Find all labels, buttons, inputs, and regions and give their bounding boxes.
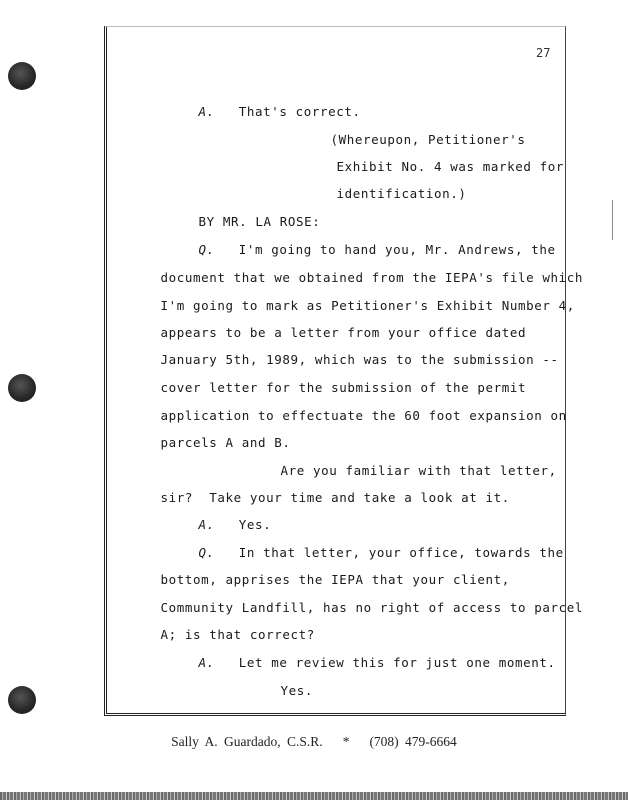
binder-hole-top [8,62,36,90]
line-text: Let me review this for just one moment. [238,655,556,670]
reporter-name: Sally A. Guardado, C.S.R. [171,734,323,749]
line-text: cover letter for the submission of the permit [160,380,527,395]
speaker-label: Q. [198,242,215,257]
transcript-line [248,667,313,715]
line-text: (Whereupon, Petitioner's [330,132,526,147]
speaker-label: A. [198,104,215,119]
reporter-phone: (708) 479-6664 [369,734,457,749]
line-text: sir? Take your time and take a look at it. [160,490,510,505]
page-number: 27 [536,46,551,60]
line-text: January 5th, 1989, which was to the submission -- [160,352,559,367]
binder-hole-bottom [8,686,36,714]
line-text: document that we obtained from the IEPA's file which [160,270,584,285]
line-text: Yes. [280,683,314,698]
scan-edge [0,792,628,800]
line-text: Yes. [238,517,272,532]
binder-hole-middle [8,374,36,402]
speaker-label: A. [198,655,215,670]
line-text: Are you familiar with that letter, [280,463,557,478]
line-text: application to effectuate the 60 foot expansion on [160,408,567,423]
line-text: Exhibit No. 4 was marked for [336,159,565,174]
line-text: parcels A and B. [160,435,291,450]
line-text: identification.) [336,186,467,201]
footer-separator: * [342,734,350,749]
line-text: BY MR. LA ROSE: [198,214,321,229]
line-text: That's correct. [238,104,361,119]
line-text: appears to be a letter from your office dated [160,325,527,340]
line-text: Community Landfill, has no right of access to parcel [160,600,584,615]
speaker-label: Q. [198,545,215,560]
line-text: I'm going to mark as Petitioner's Exhibit Number 4, [160,298,575,313]
edge-mark [612,200,613,240]
line-text: I'm going to hand you, Mr. Andrews, the [238,242,556,257]
line-text: A; is that correct? [160,627,315,642]
reporter-footer [0,734,628,750]
line-text: bottom, apprises the IEPA that your client, [160,572,510,587]
speaker-label: A. [198,517,215,532]
line-text: In that letter, your office, towards the [238,545,564,560]
transcript-line [304,170,467,218]
transcript-line [166,639,556,687]
